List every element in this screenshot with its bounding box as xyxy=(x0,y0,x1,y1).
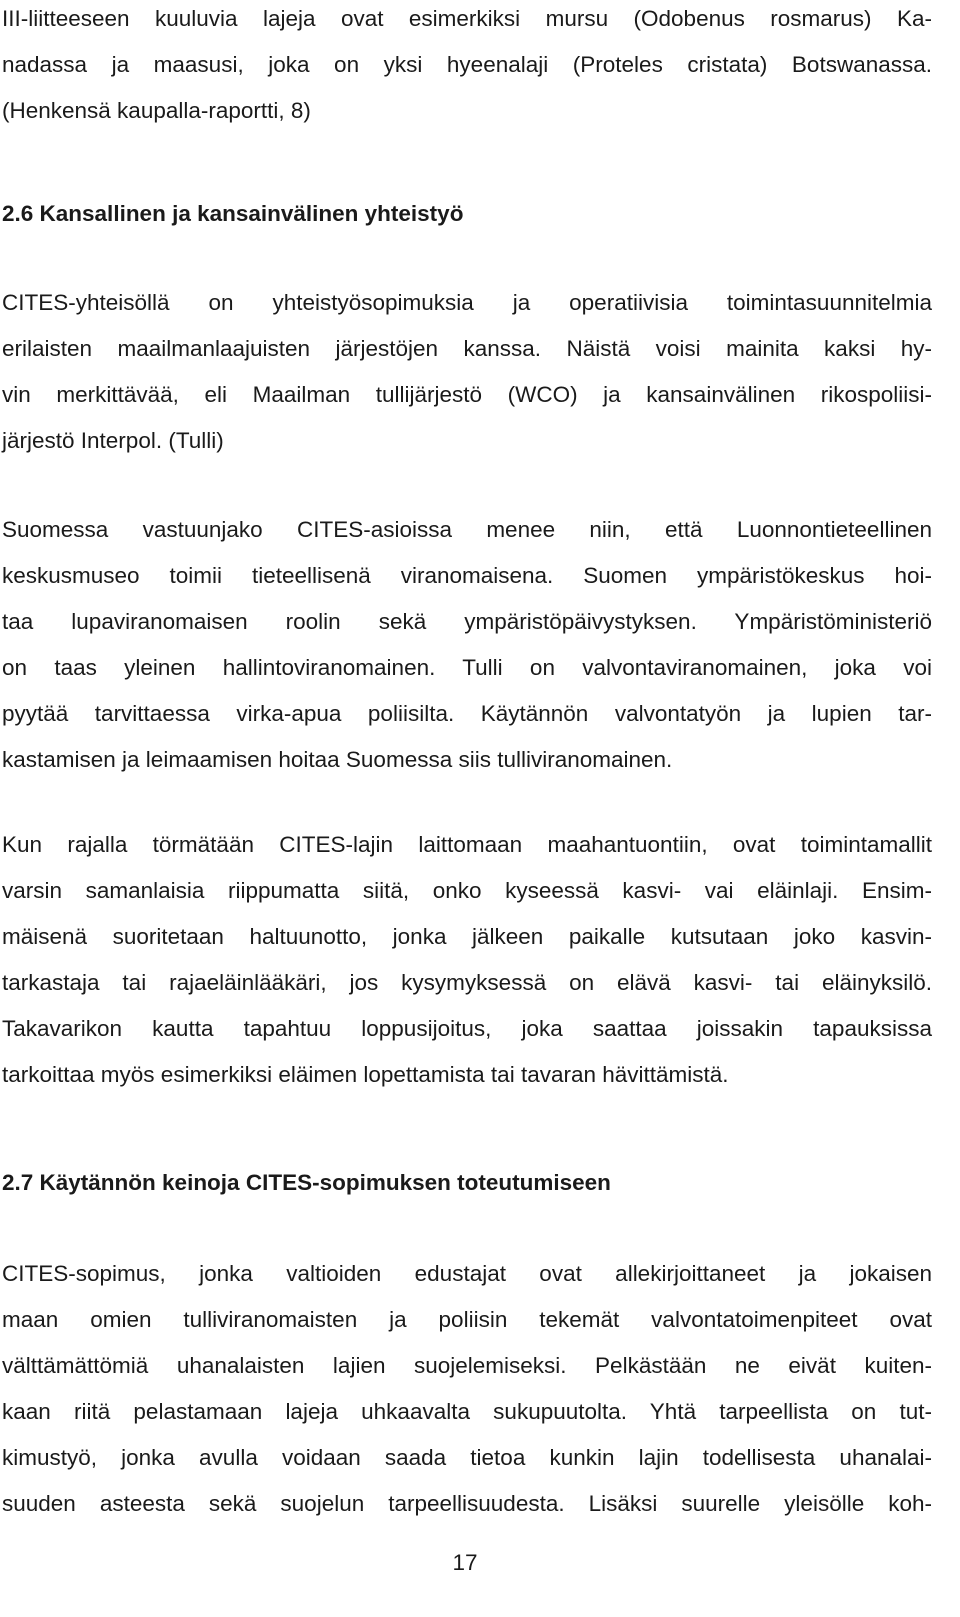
text-line: Takavarikon kautta tapahtuu loppusijoitus, joka saattaa joissakin tapauksissa xyxy=(2,1016,932,1041)
section-heading-2-6: 2.6 Kansallinen ja kansainvälinen yhteistyö xyxy=(2,201,464,226)
text-line: vin merkittävää, eli Maailman tullijärjestö (WCO) ja kansainvälinen rikospoliisi- xyxy=(2,382,932,407)
section-2-6-paragraph-2 xyxy=(2,507,932,783)
section-2-6-paragraph-3 xyxy=(2,822,932,1098)
text-line: maan omien tulliviranomaisten ja poliisin tekemät valvontatoimenpiteet ovat xyxy=(2,1307,932,1332)
section-heading-2-7: 2.7 Käytännön keinoja CITES-sopimuksen toteutumiseen xyxy=(2,1170,611,1195)
page-number: 17 xyxy=(452,1550,478,1575)
text-line: varsin samanlaisia riippumatta siitä, onko kyseessä kasvi- vai eläinlaji. Ensim- xyxy=(2,878,932,903)
text-line: kastamisen ja leimaamisen hoitaa Suomessa siis tulliviranomainen. xyxy=(2,747,673,772)
text-line: III-liitteeseen kuuluvia lajeja ovat esimerkiksi mursu (Odobenus rosmarus) Ka- xyxy=(2,6,932,31)
text-line: Suomessa vastuunjako CITES-asioissa menee niin, että Luonnontieteellinen xyxy=(2,517,932,542)
text-line: keskusmuseo toimii tieteellisenä viranomaisena. Suomen ympäristökeskus hoi- xyxy=(2,563,932,588)
text-line: kaan riitä pelastamaan lajeja uhkaavalta sukupuutolta. Yhtä tarpeellista on tut- xyxy=(2,1399,932,1424)
text-line: on taas yleinen hallintoviranomainen. Tulli on valvontaviranomainen, joka voi xyxy=(2,655,932,680)
text-line: CITES-yhteisöllä on yhteistyösopimuksia ja operatiivisia toimintasuunnitelmia xyxy=(2,290,932,315)
text-line: CITES-sopimus, jonka valtioiden edustajat ovat allekirjoittaneet ja jokaisen xyxy=(2,1261,932,1286)
text-line: suuden asteesta sekä suojelun tarpeellisuudesta. Lisäksi suurelle yleisölle koh- xyxy=(2,1491,932,1516)
intro-paragraph xyxy=(2,0,932,134)
text-line: taa lupaviranomaisen roolin sekä ympäristöpäivystyksen. Ympäristöministeriö xyxy=(2,609,932,634)
text-line: järjestö Interpol. (Tulli) xyxy=(2,428,224,453)
text-line: tarkoittaa myös esimerkiksi eläimen lopettamista tai tavaran hävittämistä. xyxy=(2,1062,729,1087)
text-line: mäisenä suoritetaan haltuunotto, jonka jälkeen paikalle kutsutaan joko kasvin- xyxy=(2,924,932,949)
text-line: Kun rajalla törmätään CITES-lajin laittomaan maahantuontiin, ovat toimintamallit xyxy=(2,832,932,857)
text-line: erilaisten maailmanlaajuisten järjestöjen kanssa. Näistä voisi mainita kaksi hy- xyxy=(2,336,932,361)
text-line: tarkastaja tai rajaeläinlääkäri, jos kysymyksessä on elävä kasvi- tai eläinyksilö. xyxy=(2,970,932,995)
text-line: pyytää tarvittaessa virka-apua poliisilta. Käytännön valvontatyön ja lupien tar- xyxy=(2,701,932,726)
text-line: nadassa ja maasusi, joka on yksi hyeenalaji (Proteles cristata) Botswanassa. xyxy=(2,52,932,77)
text-line: (Henkensä kaupalla-raportti, 8) xyxy=(2,98,311,123)
text-line: kimustyö, jonka avulla voidaan saada tietoa kunkin lajin todellisesta uhanalai- xyxy=(2,1445,932,1470)
section-2-6-paragraph-1 xyxy=(2,280,932,464)
text-line: välttämättömiä uhanalaisten lajien suojelemiseksi. Pelkästään ne eivät kuiten- xyxy=(2,1353,932,1378)
section-2-7-paragraph-1 xyxy=(2,1251,932,1527)
